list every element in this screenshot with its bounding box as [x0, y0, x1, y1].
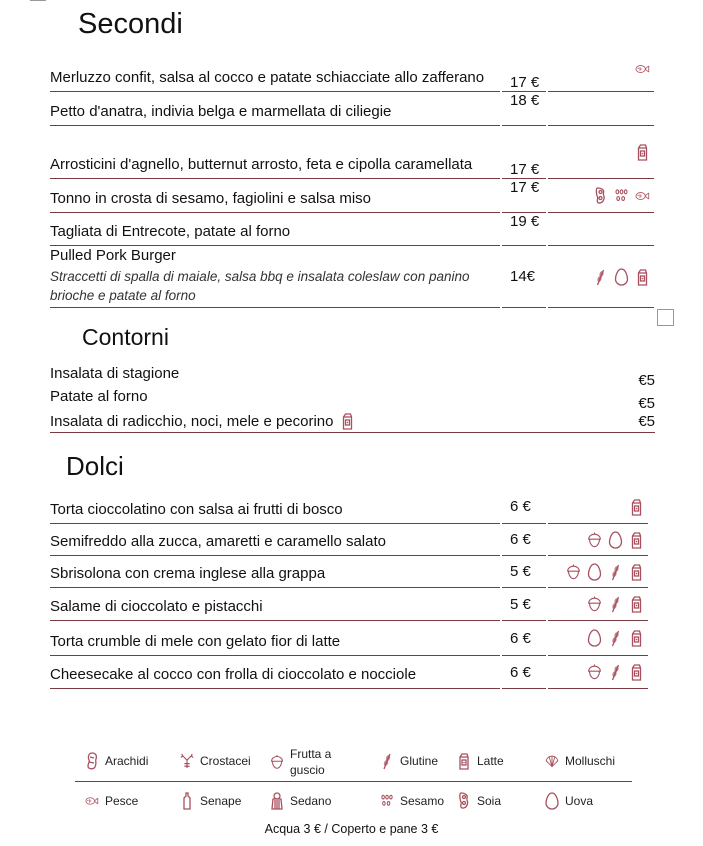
menu-item [50, 213, 654, 246]
item-price: 6 € [502, 621, 546, 656]
crustacean-icon [180, 752, 194, 770]
legend-item [85, 792, 138, 810]
item-name: Torta cioccolatino con salsa ai frutti di bosco [50, 501, 343, 518]
milk-icon [629, 498, 644, 516]
legend-item [457, 752, 504, 770]
legend-item [180, 752, 251, 770]
item-text [50, 213, 500, 246]
egg-icon [587, 563, 602, 581]
milk-icon [629, 531, 644, 549]
item-name: Insalata di radicchio, noci, mele e pecorino [50, 412, 334, 430]
legend-label: Crostacei [200, 754, 251, 768]
legend-label: Uova [565, 794, 594, 808]
legend-item [457, 792, 501, 810]
item-name: Petto d'anatra, indivia belga e marmellata di ciliegie [50, 103, 392, 120]
milk-icon [629, 563, 644, 581]
menu-item [50, 246, 654, 308]
legend-item [270, 746, 342, 778]
peanut-icon [85, 752, 99, 770]
fish-icon [85, 792, 99, 810]
gluten-icon [608, 629, 623, 647]
item-name: Pulled Pork Burger [50, 247, 176, 264]
allergen-icons [548, 656, 648, 689]
menu-item [50, 385, 655, 412]
item-name: Cheesecake al cocco con frolla di cioccolato e nocciole [50, 666, 417, 683]
legend-item [545, 752, 615, 770]
item-text [50, 556, 500, 588]
gluten-icon [593, 268, 608, 286]
item-price: 17 € [502, 46, 546, 92]
item-text [50, 246, 500, 308]
item-price: 5 € [502, 588, 546, 621]
item-name: Tagliata di Entrecote, patate al forno [50, 223, 291, 240]
legend-label: Arachidi [105, 754, 149, 768]
legend-label: Senape [200, 794, 242, 808]
item-price: €5 [638, 394, 655, 412]
item-text [50, 46, 500, 92]
item-price: 17 € [502, 126, 546, 179]
legend-divider [75, 781, 632, 782]
item-price: 14€ [502, 246, 546, 308]
egg-icon [614, 268, 629, 286]
item-name: Torta crumble di mele con gelato fior di latte [50, 633, 341, 650]
item-text [50, 179, 500, 213]
item-text [50, 92, 500, 126]
item-text [50, 524, 500, 556]
allergen-icons [548, 524, 648, 556]
item-name: Insalata di stagione [50, 364, 180, 382]
menu-item [50, 556, 648, 588]
allergen-icons [548, 179, 654, 213]
item-price: 5 € [502, 556, 546, 588]
item-price: 6 € [502, 490, 546, 524]
milk-icon [629, 595, 644, 613]
allergen-icons [548, 92, 654, 126]
nuts-icon [566, 563, 581, 581]
item-text [50, 412, 355, 430]
item-price: €5 [638, 412, 655, 430]
legend-item [180, 792, 241, 810]
footer-note: Acqua 3 € / Coperto e pane 3 € [264, 822, 439, 836]
section-title-contorni: Contorni [82, 324, 169, 350]
section-title-secondi: Secondi [78, 8, 183, 40]
menu-item [50, 524, 648, 556]
allergen-icons [548, 588, 648, 621]
milk-icon [635, 143, 650, 161]
item-text [50, 388, 148, 405]
celery-icon [270, 792, 284, 810]
section-title-dolci: Dolci [66, 451, 124, 481]
gluten-icon [608, 563, 623, 581]
milk-icon [629, 629, 644, 647]
menu-item [50, 490, 648, 524]
menu-item [50, 621, 648, 656]
menu-item [50, 46, 654, 92]
gluten-icon [380, 752, 394, 770]
item-text [50, 126, 500, 179]
item-text [50, 656, 500, 689]
fish-icon [635, 60, 650, 78]
egg-icon [587, 629, 602, 647]
nuts-icon [270, 753, 284, 771]
allergen-icons [548, 556, 648, 588]
menu-item [50, 126, 654, 179]
gluten-icon [608, 663, 623, 681]
egg-icon [545, 792, 559, 810]
menu-item [50, 179, 654, 213]
item-text [50, 588, 500, 621]
milk-icon [635, 268, 650, 286]
soy-icon [593, 187, 608, 205]
legend-label: Pesce [105, 794, 139, 808]
item-name: Merluzzo confit, salsa al cocco e patate schiacciate allo zafferano [50, 69, 485, 86]
item-price: 18 € [502, 92, 546, 126]
item-price: 6 € [502, 656, 546, 689]
mustard-icon [180, 792, 194, 810]
milk-icon [457, 752, 471, 770]
item-price: 19 € [502, 213, 546, 246]
allergen-icons [548, 246, 654, 308]
item-name: Sbrisolona con crema inglese alla grappa [50, 565, 326, 582]
item-name: Tonno in crosta di sesamo, fagiolini e salsa miso [50, 190, 371, 207]
item-name: Salame di cioccolato e pistacchi [50, 598, 263, 615]
menu-item [50, 588, 648, 621]
table-handle[interactable] [657, 309, 674, 326]
item-description: Straccetti di spalla di maiale, salsa bbq e insalata coleslaw con panino brioche e patate al forno [50, 269, 470, 303]
nuts-icon [587, 531, 602, 549]
legend-item [85, 752, 148, 770]
fish-icon [635, 187, 650, 205]
shellfish-icon [545, 752, 559, 770]
menu-item [50, 656, 648, 689]
legend-label: Sedano [290, 794, 332, 808]
item-text [50, 621, 500, 656]
legend-label: Glutine [400, 754, 439, 768]
legend-label: Sesamo [400, 794, 445, 808]
legend-label: Latte [477, 754, 504, 768]
sesame-icon [380, 792, 394, 810]
legend-item [380, 752, 438, 770]
nuts-icon [587, 663, 602, 681]
legend-item [270, 792, 331, 810]
item-name: Arrosticini d'agnello, butternut arrosto, feta e cipolla caramellata [50, 156, 473, 173]
item-price: €5 [638, 371, 655, 389]
item-text [50, 490, 500, 524]
allergen-icons [548, 213, 654, 246]
allergen-icons [548, 621, 648, 656]
divider [50, 432, 655, 433]
allergen-icons [548, 126, 654, 179]
menu-item [50, 410, 655, 432]
item-price: 17 € [502, 179, 546, 213]
milk-icon [629, 663, 644, 681]
menu-item [50, 362, 655, 389]
page-marker [30, 0, 46, 2]
egg-icon [608, 531, 623, 549]
item-name: Patate al forno [50, 387, 148, 405]
legend-item [380, 792, 444, 810]
legend-label: Soia [477, 794, 502, 808]
allergen-icons [548, 46, 654, 92]
sesame-icon [614, 187, 629, 205]
item-text [50, 365, 179, 382]
gluten-icon [608, 595, 623, 613]
soy-icon [457, 792, 471, 810]
legend-item [545, 792, 593, 810]
legend-label: Frutta a guscio [290, 747, 332, 777]
legend-label: Molluschi [565, 754, 616, 768]
allergen-icons [548, 490, 648, 524]
item-price: 6 € [502, 524, 546, 556]
item-name: Semifreddo alla zucca, amaretti e caramello salato [50, 533, 386, 550]
nuts-icon [587, 595, 602, 613]
menu-item [50, 92, 654, 126]
allergen-legend [85, 748, 631, 818]
milk-icon [340, 412, 355, 430]
